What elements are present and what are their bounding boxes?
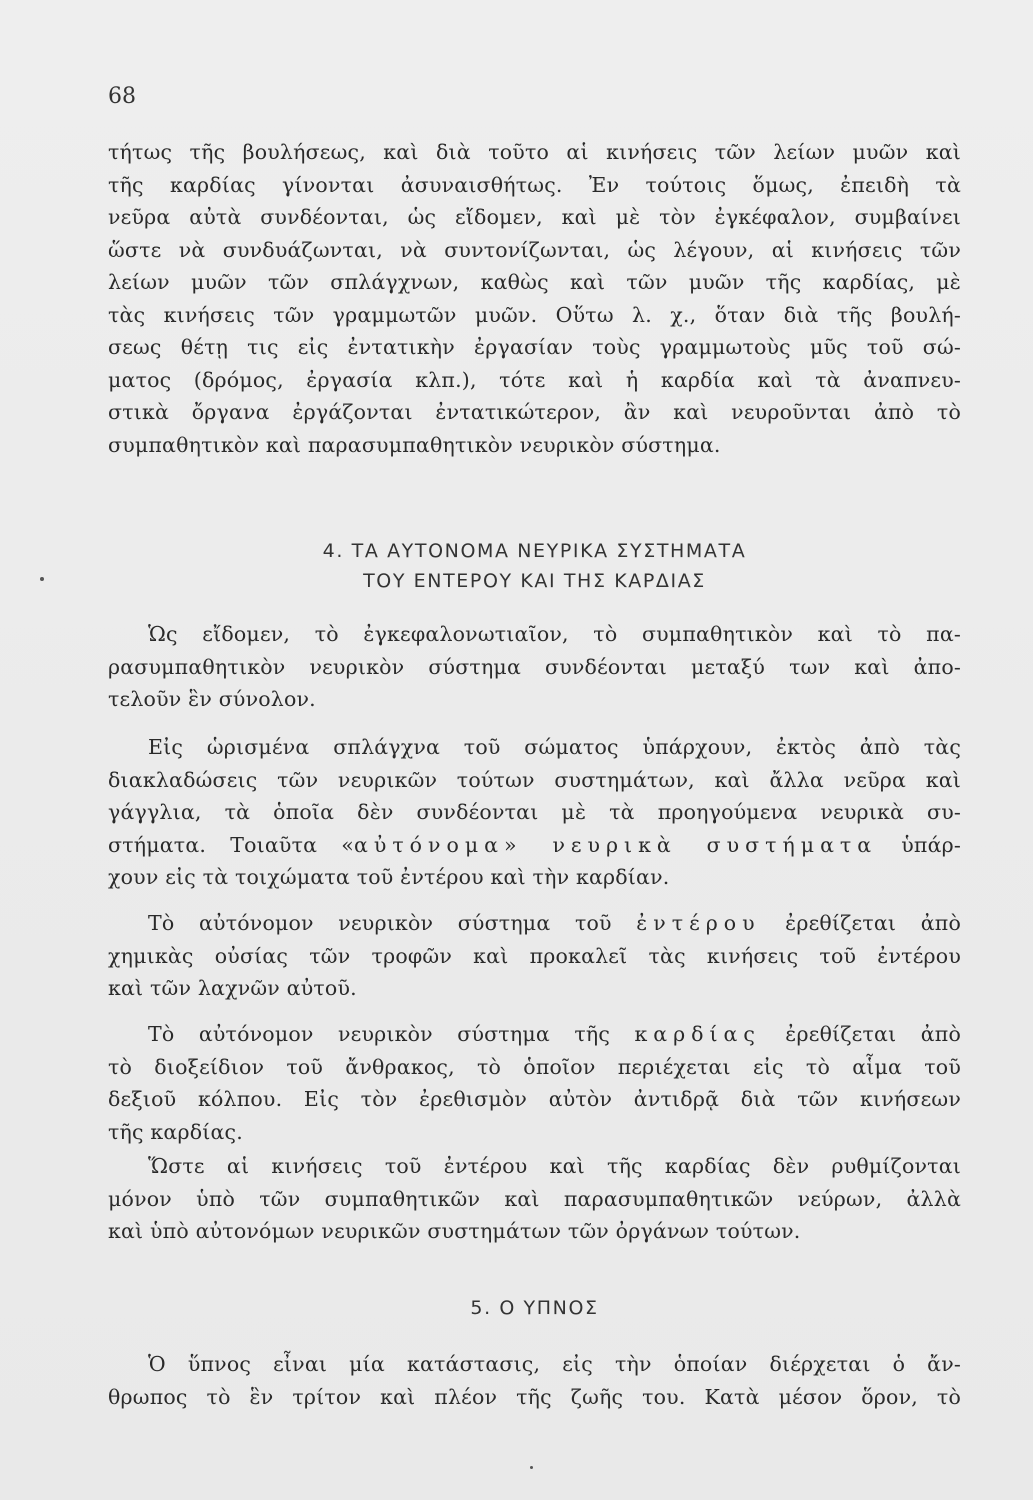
text-line: ὥστε νὰ συνδυάζωνται, νὰ συντονίζωνται, ὡς λέγουν, αἱ κινήσεις τῶν <box>108 237 961 262</box>
text-line <box>108 829 961 862</box>
emphasized-text: αὐτόνομα» νευρικὰ συστήματα <box>354 832 878 857</box>
text-line: θρωπος τὸ ἓν τρίτον καὶ πλέον τῆς ζωῆς του. Κατὰ μέσον ὅρον, τὸ <box>108 1384 961 1409</box>
text-line: τῆς καρδίας. <box>108 1119 243 1144</box>
text-line: στικὰ ὄργανα ἐργάζονται ἐντατικώτερον, ἂν καὶ νευροῦνται ἀπὸ τὸ <box>108 400 961 424</box>
text-line: ρασυμπαθητικὸν νευρικὸν σύστημα συνδέονται μεταξύ των καὶ ἀπο- <box>108 654 961 679</box>
text-line: δεξιοῦ κόλπου. Εἰς τὸν ἐρεθισμὸν αὐτὸν ἀντιδρᾷ διὰ τῶν κινήσεων <box>108 1087 961 1111</box>
heading-line: ΤΟΥ ΕΝΤΕΡΟΥ ΚΑΙ ΤΗΣ ΚΑΡΔΙΑΣ <box>363 570 706 592</box>
section-5-heading <box>108 1293 961 1323</box>
text-line <box>108 1018 961 1051</box>
section-4-paragraph-2 <box>108 731 961 894</box>
text-line: τὸ διοξείδιον τοῦ ἄνθρακος, τὸ ὁποῖον περιέχεται εἰς τὸ αἷμα τοῦ <box>108 1054 961 1079</box>
emphasized-text: καρδίας <box>634 1022 761 1046</box>
section-4-paragraph-4 <box>108 1018 961 1148</box>
section-4-heading <box>108 536 961 596</box>
page-number: 68 <box>108 84 136 109</box>
heading-line: 5. Ο ΥΠΝΟΣ <box>470 1297 599 1319</box>
text-line: καὶ τῶν λαχνῶν αὐτοῦ. <box>108 976 357 1000</box>
text-fragment: στήματα. Τοιαῦτα « <box>108 832 355 857</box>
scan-speck <box>530 1466 533 1469</box>
section-5-paragraph-1 <box>108 1348 961 1413</box>
text-line: διακλαδώσεις τῶν νευρικῶν τούτων συστημάτων, καὶ ἄλλα νεῦρα καὶ <box>108 767 961 792</box>
text-line: χουν εἰς τὰ τοιχώματα τοῦ ἐντέρου καὶ τὴν καρδίαν. <box>108 865 670 889</box>
text-line: γάγγλια, τὰ ὁποῖα δὲν συνδέονται μὲ τὰ προηγούμενα νευρικὰ συ- <box>108 800 961 824</box>
text-line: τὰς κινήσεις τῶν γραμμωτῶν μυῶν. Οὕτω λ. χ., ὅταν διὰ τῆς βουλή- <box>108 302 961 327</box>
emphasized-text: ἐντέρου <box>636 911 761 935</box>
section-4-paragraph-5 <box>108 1150 961 1248</box>
text-fragment: ὑπάρ- <box>877 832 961 857</box>
text-line: νεῦρα αὐτὰ συνδέονται, ὡς εἴδομεν, καὶ μὲ τὸν ἐγκέφαλον, συμβαίνει <box>108 205 961 229</box>
text-line: Ὥστε αἱ κινήσεις τοῦ ἐντέρου καὶ τῆς καρδίας δὲν ρυθμίζονται <box>148 1154 961 1178</box>
text-line: σεως θέτῃ τις εἰς ἐντατικὴν ἐργασίαν τοὺς γραμμωτοὺς μῦς τοῦ σώ- <box>108 335 961 359</box>
text-line: τελοῦν ἓν σύνολον. <box>108 687 316 711</box>
text-line: ματος (δρόμος, ἐργασία κλπ.), τότε καὶ ἡ καρδία καὶ τὰ ἀναπνευ- <box>108 367 961 392</box>
section-4-paragraph-1 <box>108 618 961 716</box>
text-fragment: ἐρεθίζεται ἀπὸ <box>760 1022 961 1046</box>
text-fragment: ἐρεθίζεται ἀπὸ <box>760 911 962 935</box>
section-4-paragraph-3 <box>108 907 961 1005</box>
text-line: συμπαθητικὸν καὶ παρασυμπαθητικὸν νευρικὸν σύστημα. <box>108 432 721 457</box>
text-line: Ὡς εἴδομεν, τὸ ἐγκεφαλονωτιαῖον, τὸ συμπαθητικὸν καὶ τὸ πα- <box>148 622 961 646</box>
text-line <box>108 907 961 940</box>
text-line: καὶ ὑπὸ αὐτονόμων νευρικῶν συστημάτων τῶν ὀργάνων τούτων. <box>108 1219 801 1243</box>
text-line: Ὁ ὕπνος εἶναι μία κατάστασις, εἰς τὴν ὁποίαν διέρχεται ὁ ἄν- <box>148 1352 961 1376</box>
text-fragment: Τὸ αὐτόνομον νευρικὸν σύστημα τῆς <box>148 1022 635 1046</box>
text-line: λείων μυῶν τῶν σπλάγχνων, καθὼς καὶ τῶν μυῶν τῆς καρδίας, μὲ <box>108 270 961 294</box>
text-line: τῆς καρδίας γίνονται ἀσυναισθήτως. Ἐν τούτοις ὅμως, ἐπειδὴ τὰ <box>108 172 961 197</box>
scan-speck <box>40 577 44 581</box>
text-fragment: Τὸ αὐτόνομον νευρικὸν σύστημα τοῦ <box>148 911 637 935</box>
heading-line: 4. ΤΑ ΑΥΤΟΝΟΜΑ ΝΕΥΡΙΚΑ ΣΥΣΤΗΜΑΤΑ <box>322 540 747 562</box>
paragraph-continuation <box>108 136 961 461</box>
text-line: μόνον ὑπὸ τῶν συμπαθητικῶν καὶ παρασυμπαθητικῶν νεύρων, ἀλλὰ <box>108 1186 961 1211</box>
text-line: χημικὰς οὐσίας τῶν τροφῶν καὶ προκαλεῖ τὰς κινήσεις τοῦ ἐντέρου <box>108 943 961 968</box>
text-line: Εἰς ὡρισμένα σπλάγχνα τοῦ σώματος ὑπάρχουν, ἐκτὸς ἀπὸ τὰς <box>148 735 961 759</box>
text-line: τήτως τῆς βουλήσεως, καὶ διὰ τοῦτο αἱ κινήσεις τῶν λείων μυῶν καὶ <box>108 140 961 164</box>
